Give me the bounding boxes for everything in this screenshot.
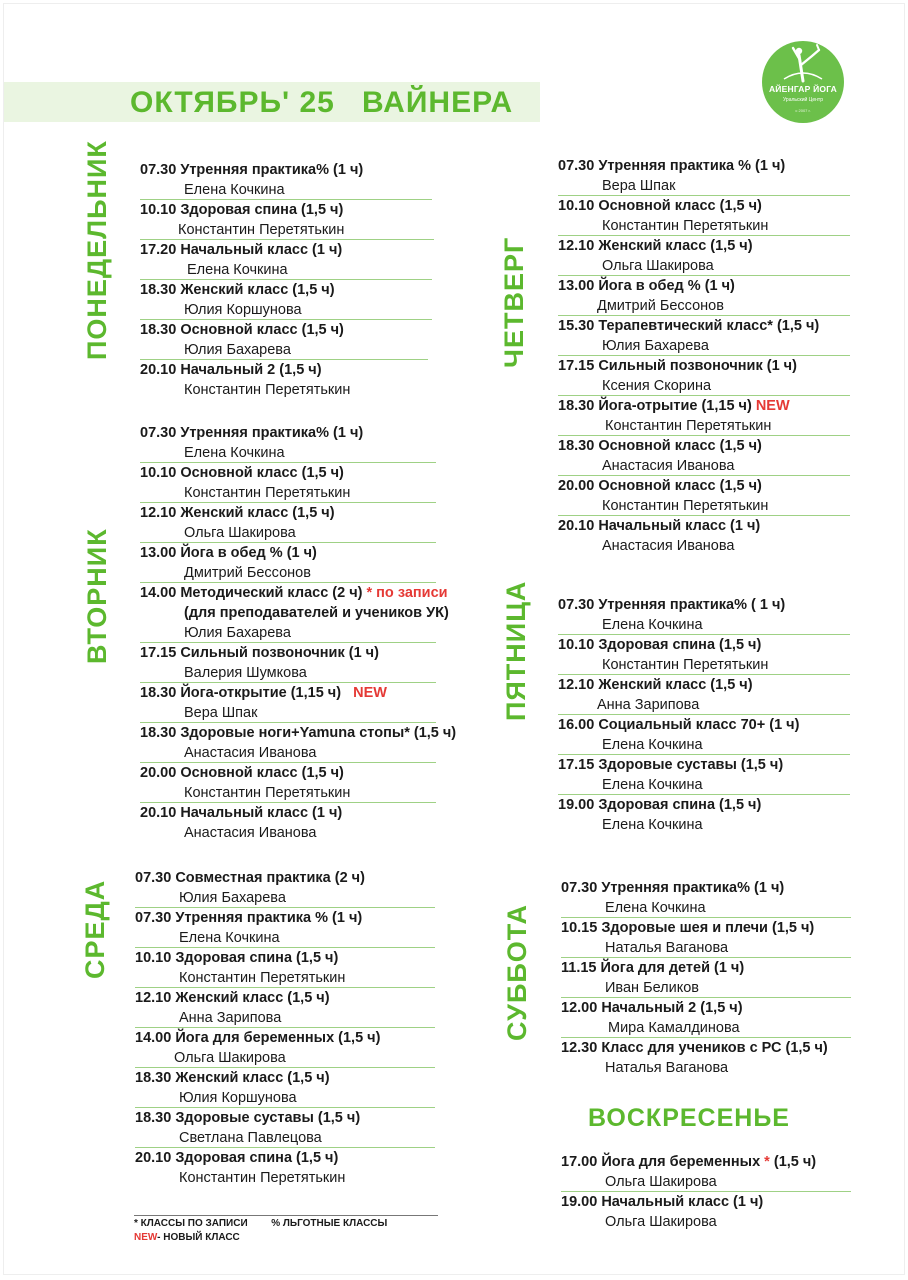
class-time-title: 12.00 Начальный 2 (1,5 ч) [561,1000,743,1016]
class-teacher: Ольга Шакирова [184,525,296,541]
class-entry [135,908,445,948]
class-teacher: Константин Перетятькин [602,657,769,673]
class-teacher: Юлия Коршунова [179,1090,297,1106]
class-entry [561,958,861,998]
class-time-title: 10.10 Здоровая спина (1,5 ч) [135,950,339,966]
monday-schedule [140,160,440,400]
class-entry [558,316,858,356]
class-teacher: Вера Шпак [602,178,676,194]
class-entry [558,516,858,556]
class-teacher: Елена Кочкина [184,182,285,198]
class-time-title: 07.30 Совместная практика (2 ч) [135,870,365,886]
class-time-title: 10.10 Здоровая спина (1,5 ч) [558,637,762,653]
class-title-text: 14.00 Методический класс (2 ч) [140,585,363,601]
class-time-title: 11.15 Йога для детей (1 ч) [561,960,745,976]
class-time-title: 20.10 Начальный класс (1 ч) [140,805,343,821]
class-teacher: Елена Кочкина [605,900,706,916]
class-teacher: Елена Кочкина [187,262,288,278]
class-entry [561,1192,861,1232]
class-entry [140,423,480,463]
class-teacher: Константин Перетятькин [605,418,772,434]
logo [762,41,844,123]
day-label-wednesday: СРЕДА [80,879,110,979]
class-time-title [140,584,448,602]
class-teacher: Анна Зарипова [179,1010,282,1026]
class-teacher: Иван Беликов [605,980,699,996]
new-badge: NEW [755,398,790,414]
class-teacher: Юлия Бахарева [602,338,709,354]
class-teacher: Ольга Шакирова [605,1174,717,1190]
class-teacher: Юлия Бахарева [179,890,286,906]
new-badge: NEW [353,685,387,701]
class-time-title: 12.30 Класс для учеников с РС (1,5 ч) [561,1040,828,1056]
page-title [130,83,514,123]
class-entry [135,988,445,1028]
class-teacher: Юлия Бахарева [184,342,291,358]
class-entry [558,276,858,316]
class-entry [140,240,440,280]
class-entry [558,356,858,396]
class-time-title: 12.10 Женский класс (1,5 ч) [558,238,753,254]
class-teacher: Константин Перетятькин [184,485,351,501]
sunday-schedule [561,1152,861,1232]
thursday-schedule [558,156,858,556]
class-teacher: Елена Кочкина [179,930,280,946]
legend-discount: % ЛЬГОТНЫЕ КЛАССЫ [271,1218,388,1229]
class-time-title: 20.10 Здоровая спина (1,5 ч) [135,1150,339,1166]
class-time-title: 13.00 Йога в обед % (1 ч) [558,278,735,294]
class-time-title: 07.30 Утренняя практика% ( 1 ч) [558,597,786,613]
class-entry [558,715,858,755]
class-time-title [140,684,387,702]
class-time-title: 20.00 Основной класс (1,5 ч) [140,765,344,781]
class-teacher: Константин Перетятькин [179,1170,346,1186]
class-teacher: Ольга Шакирова [605,1214,717,1230]
footer-divider [134,1215,438,1216]
legend-row-1 [134,1218,387,1229]
class-time-title: 12.10 Женский класс (1,5 ч) [140,505,335,521]
class-entry [558,396,858,436]
class-time-title: 18.30 Женский класс (1,5 ч) [135,1070,330,1086]
class-entry [140,803,480,843]
class-entry [561,918,861,958]
legend-new-text: - НОВЫЙ КЛАСС [157,1232,240,1243]
legend-row-2 [134,1232,240,1243]
class-entry [558,156,858,196]
class-title-text: 17.00 Йога для беременных [561,1154,761,1170]
class-entry [561,878,861,918]
class-title-text: 18.30 Йога-отрытие (1,15 ч) [558,398,752,414]
class-teacher: Мира Камалдинова [608,1020,740,1036]
class-entry [558,795,858,835]
class-time-title: 18.30 Основной класс (1,5 ч) [140,322,344,338]
class-entry [561,1038,861,1078]
day-label-friday: ПЯТНИЦА [501,580,531,721]
legend-new-label: NEW [134,1232,158,1243]
class-time-title [558,397,790,415]
class-title-text: 18.30 Йога-открытие (1,15 ч) [140,685,342,701]
class-teacher: Вера Шпак [184,705,258,721]
class-teacher: Анастасия Иванова [184,825,317,841]
logo-year: с 2007 г. [795,108,811,113]
class-time-title: 07.30 Утренняя практика% (1 ч) [140,425,364,441]
class-entry [140,763,480,803]
day-label-sunday: ВОСКРЕСЕНЬЕ [588,1104,790,1132]
logo-subtitle: Уральский Центр [782,97,823,103]
class-time-title: 17.15 Сильный позвоночник (1 ч) [558,358,797,374]
class-teacher: Наталья Ваганова [605,1060,729,1076]
class-entry [558,635,858,675]
class-entry [135,1028,445,1068]
class-teacher: Юлия Бахарева [184,625,291,641]
class-entry [140,543,480,583]
class-duration: (1,5 ч) [773,1154,817,1170]
class-time-title: 10.10 Здоровая спина (1,5 ч) [140,202,344,218]
class-time-title: 19.00 Начальный класс (1 ч) [561,1194,764,1210]
day-label-monday: ПОНЕДЕЛЬНИК [82,140,112,360]
class-entry [135,948,445,988]
title-month: ОКТЯБРЬ' 25 [130,86,335,119]
class-time-title: 07.30 Утренняя практика% (1 ч) [561,880,785,896]
friday-schedule [558,595,858,835]
class-entry [140,683,480,723]
class-time-title: 17.20 Начальный класс (1 ч) [140,242,343,258]
class-teacher: Константин Перетятькин [179,970,346,986]
class-time-title: 17.15 Здоровые суставы (1,5 ч) [558,757,784,773]
class-time-title: 12.10 Женский класс (1,5 ч) [558,677,753,693]
class-entry [140,583,480,643]
class-teacher: Светлана Павлецова [179,1130,322,1146]
class-time-title: 10.10 Основной класс (1,5 ч) [558,198,762,214]
class-time-title: 13.00 Йога в обед % (1 ч) [140,545,317,561]
class-entry [140,160,440,200]
class-entry [140,723,480,763]
class-entry [561,1152,861,1192]
class-entry [558,476,858,516]
class-time-title: 07.30 Утренняя практика % (1 ч) [135,910,363,926]
class-time-title: 18.30 Основной класс (1,5 ч) [558,438,762,454]
class-entry [140,280,440,320]
day-label-saturday: СУББОТА [502,903,532,1041]
class-teacher: Анастасия Иванова [602,538,735,554]
class-time-title: 10.10 Основной класс (1,5 ч) [140,465,344,481]
class-teacher: Константин Перетятькин [178,222,345,238]
class-time-title: 20.00 Основной класс (1,5 ч) [558,478,762,494]
class-teacher: Дмитрий Бессонов [184,565,311,581]
class-time-title: 19.00 Здоровая спина (1,5 ч) [558,797,762,813]
class-entry [558,595,858,635]
class-entry [558,236,858,276]
class-entry [140,503,480,543]
class-teacher: Елена Кочкина [602,817,703,833]
class-time-title: 17.15 Сильный позвоночник (1 ч) [140,645,379,661]
class-teacher: Ксения Скорина [602,378,712,394]
class-teacher: Анастасия Иванова [184,745,317,761]
class-entry [140,643,480,683]
class-time-title: 20.10 Начальный класс (1 ч) [558,518,761,534]
class-time-title: 18.30 Здоровые суставы (1,5 ч) [135,1110,361,1126]
class-entry [558,196,858,236]
class-time-title: 16.00 Социальный класс 70+ (1 ч) [558,717,800,733]
saturday-schedule [561,878,861,1078]
title-location: ВАЙНЕРА [362,86,514,119]
class-entry [558,436,858,476]
logo-name: АЙЕНГАР ЙОГА [768,84,838,94]
class-time-title [561,1153,816,1171]
day-label-tuesday: ВТОРНИК [82,528,112,664]
class-time-title: 07.30 Утренняя практика% (1 ч) [140,162,364,178]
class-teacher: Дмитрий Бессонов [597,298,724,314]
class-entry [135,868,445,908]
wednesday-schedule [135,868,445,1188]
class-time-title: 18.30 Здоровые ноги+Yamuna стопы* (1,5 ч) [140,725,457,741]
class-teacher: Юлия Коршунова [184,302,302,318]
class-teacher: Валерия Шумкова [184,665,307,681]
class-time-title: 20.10 Начальный 2 (1,5 ч) [140,362,322,378]
class-teacher: Елена Кочкина [602,777,703,793]
class-teacher: Анастасия Иванова [602,458,735,474]
class-time-title: 07.30 Утренняя практика % (1 ч) [558,158,786,174]
legend-signup: * КЛАССЫ ПО ЗАПИСИ [134,1218,248,1229]
class-entry [558,675,858,715]
class-teacher: Наталья Ваганова [605,940,729,956]
class-entry [135,1068,445,1108]
class-teacher: Ольга Шакирова [174,1050,286,1066]
class-teacher: Константин Перетятькин [184,382,351,398]
class-time-title: 12.10 Женский класс (1,5 ч) [135,990,330,1006]
class-time-title: 15.30 Терапевтический класс* (1,5 ч) [558,318,820,334]
class-entry [558,755,858,795]
class-entry [140,320,440,360]
class-time-title: 14.00 Йога для беременных (1,5 ч) [135,1030,381,1046]
class-teacher: Константин Перетятькин [602,498,769,514]
signup-mark: * [764,1154,770,1170]
class-entry [135,1108,445,1148]
class-teacher: Ольга Шакирова [602,258,714,274]
class-teacher: Константин Перетятькин [602,218,769,234]
class-teacher: Анна Зарипова [597,697,700,713]
signup-note: * по записи [366,585,448,601]
class-entry [140,200,440,240]
class-detail: (для преподавателей и учеников УК) [184,605,449,621]
class-time-title: 10.15 Здоровые шея и плечи (1,5 ч) [561,920,815,936]
class-teacher: Елена Кочкина [602,617,703,633]
class-teacher: Елена Кочкина [184,445,285,461]
class-time-title: 18.30 Женский класс (1,5 ч) [140,282,335,298]
class-entry [135,1148,445,1188]
class-teacher: Константин Перетятькин [184,785,351,801]
tuesday-schedule [140,423,480,843]
class-entry [140,463,480,503]
class-teacher: Елена Кочкина [602,737,703,753]
day-label-thursday: ЧЕТВЕРГ [499,236,529,368]
class-entry [140,360,440,400]
class-entry [561,998,861,1038]
